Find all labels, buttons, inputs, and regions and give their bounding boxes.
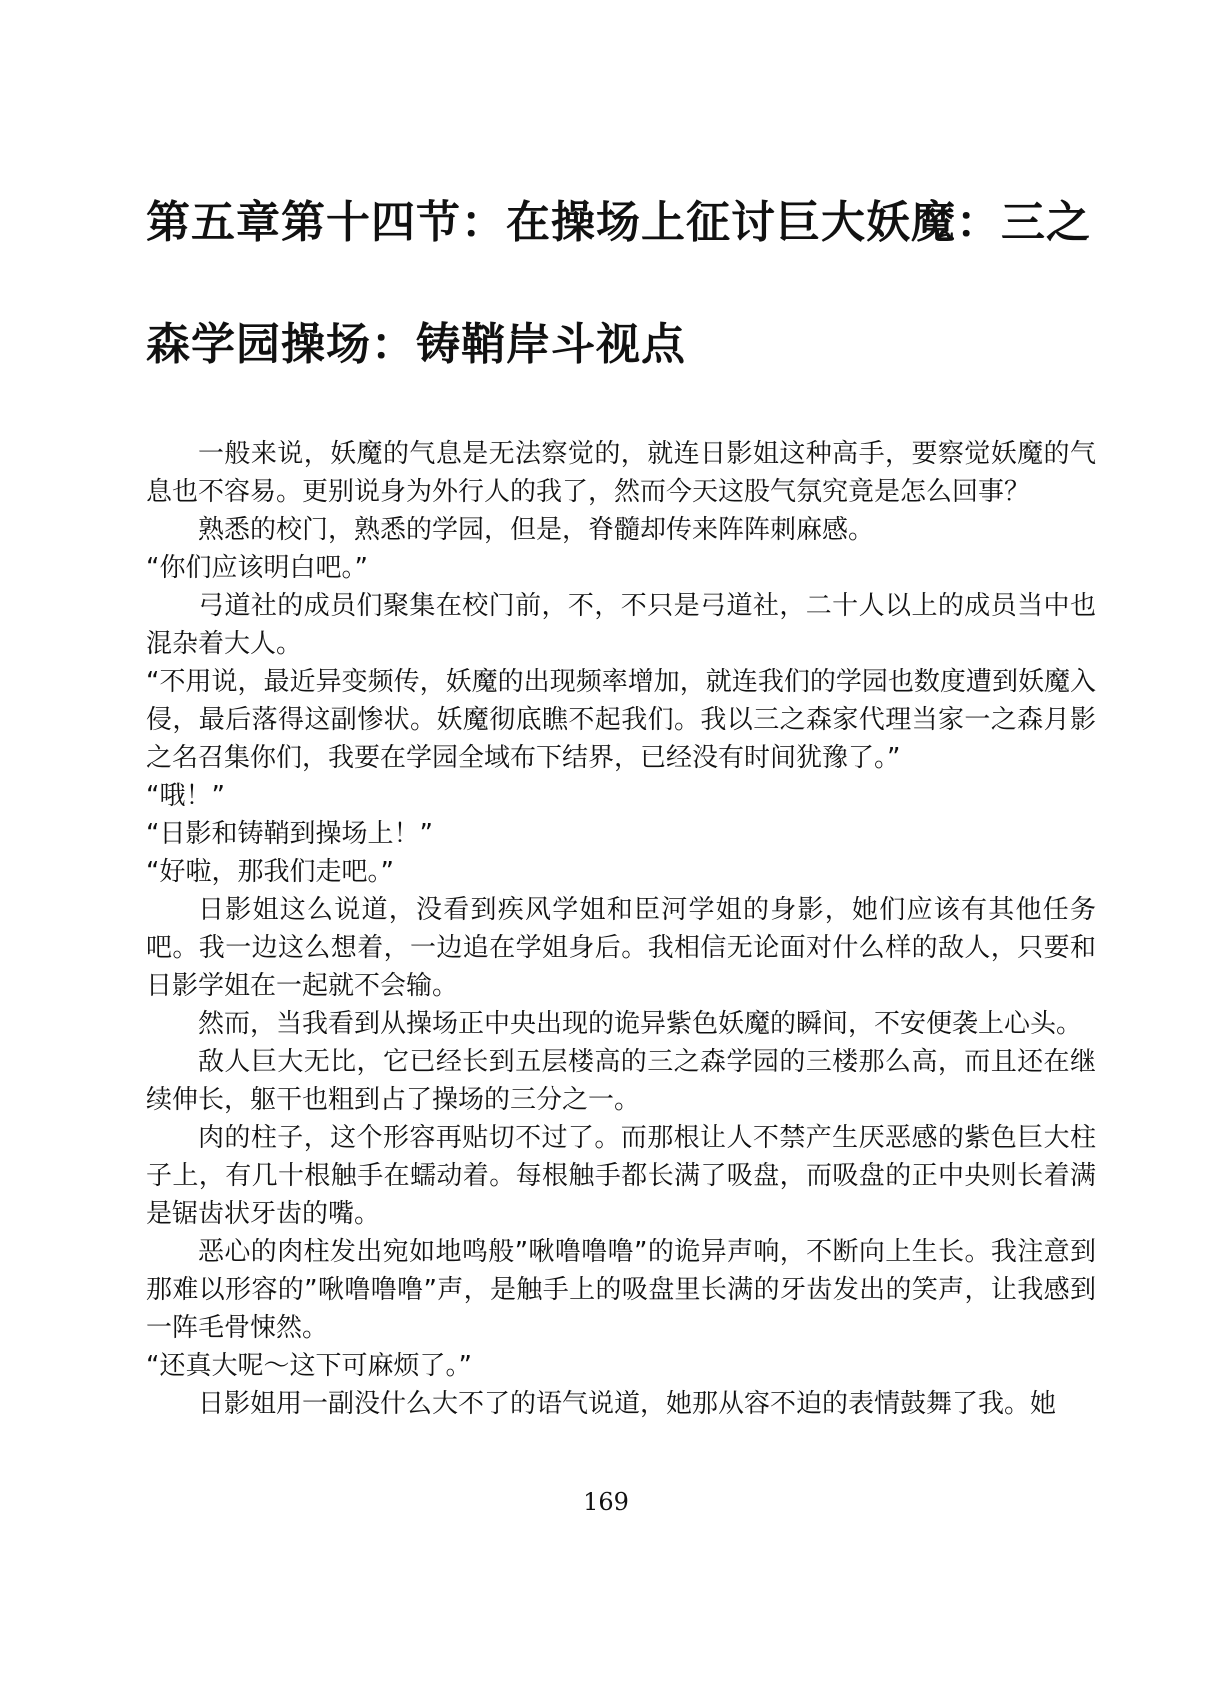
- body-text: [146, 435, 1096, 1423]
- paragraph: 肉的柱子，这个形容再贴切不过了。而那根让人不禁产生厌恶感的紫色巨大柱子上，有几十根触手在蠕动着。每根触手都长满了吸盘，而吸盘的正中央则长着满是锯齿状牙齿的嘴。: [146, 1123, 1096, 1229]
- dialogue-line: “你们应该明白吧。”: [146, 553, 368, 583]
- paragraph: 日影姐用一副没什么大不了的语气说道，她那从容不迫的表情鼓舞了我。她: [198, 1389, 1057, 1419]
- page-number: 169: [583, 1488, 629, 1516]
- paragraph: 弓道社的成员们聚集在校门前，不，不只是弓道社，二十人以上的成员当中也混杂着大人。: [146, 591, 1096, 659]
- paragraph: 恶心的肉柱发出宛如地鸣般”啾噜噜噜”的诡异声响，不断向上生长。我注意到那难以形容的”啾噜噜噜”声，是触手上的吸盘里长满的牙齿发出的笑声，让我感到一阵毛骨悚然。: [146, 1237, 1096, 1343]
- paragraph: 敌人巨大无比，它已经长到五层楼高的三之森学园的三楼那么高，而且还在继续伸长，躯干也粗到占了操场的三分之一。: [146, 1047, 1096, 1115]
- dialogue-line: “好啦，那我们走吧。”: [146, 857, 394, 887]
- dialogue-line: “哦！”: [146, 781, 225, 811]
- chapter-title: 第五章第十四节：在操场上征讨巨大妖魔：三之森学园操场：铸鞘岸斗视点: [146, 197, 1091, 370]
- paragraph: 一般来说，妖魔的气息是无法察觉的，就连日影姐这种高手，要察觉妖魔的气息也不容易。更别说身为外行人的我了，然而今天这股气氛究竟是怎么回事？: [146, 439, 1096, 507]
- paragraph: 熟悉的校门，熟悉的学园，但是，脊髓却传来阵阵刺麻感。: [198, 515, 875, 545]
- paragraph: 日影姐这么说道，没看到疾风学姐和臣河学姐的身影，她们应该有其他任务吧。我一边这么想着，一边追在学姐身后。我相信无论面对什么样的敌人，只要和日影学姐在一起就不会输。: [146, 895, 1096, 1001]
- dialogue-line: “还真大呢～这下可麻烦了。”: [146, 1351, 472, 1381]
- dialogue-line: “不用说，最近异变频传，妖魔的出现频率增加，就连我们的学园也数度遭到妖魔入侵，最后落得这副惨状。妖魔彻底瞧不起我们。我以三之森家代理当家一之森月影之名召集你们，我要在学园全域布下结界，已经没有时间犹豫了。”: [146, 667, 1096, 773]
- paragraph: 然而，当我看到从操场正中央出现的诡异紫色妖魔的瞬间，不安便袭上心头。: [198, 1009, 1083, 1039]
- dialogue-line: “日影和铸鞘到操场上！”: [146, 819, 433, 849]
